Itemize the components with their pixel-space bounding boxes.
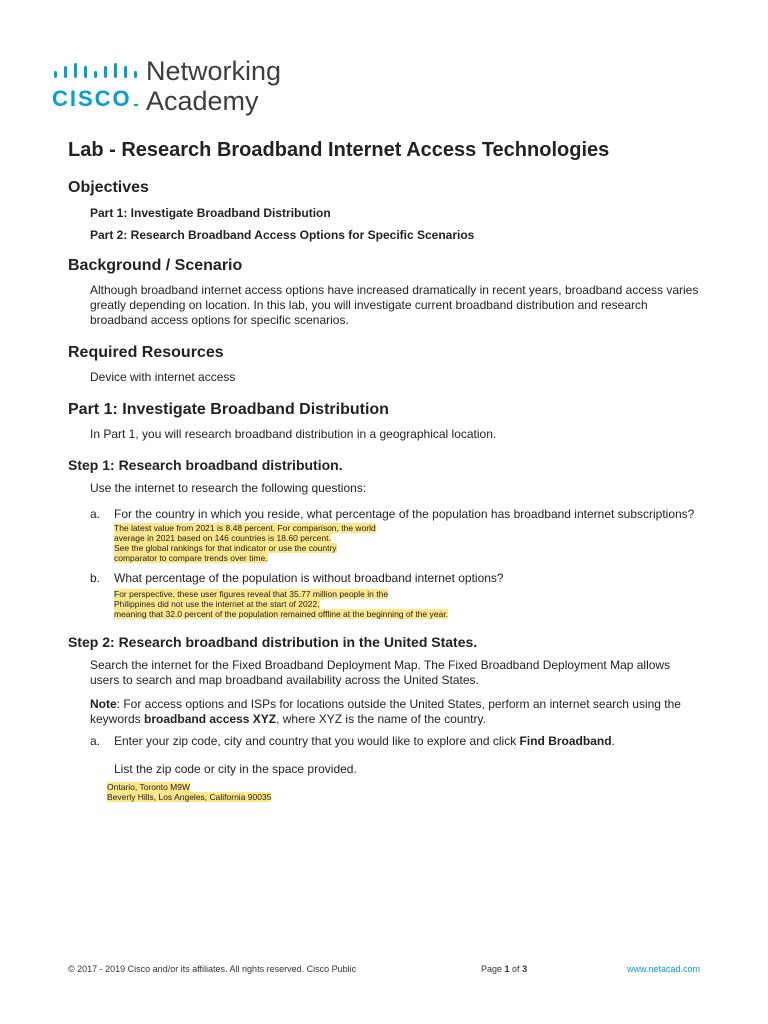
lab-title: Lab - Research Broadband Internet Access Technologies	[68, 139, 610, 161]
cisco-wordmark: CISCO	[52, 86, 138, 112]
answer-a-line: average in 2021 based on 146 countries is 18.60 percent.	[114, 533, 331, 543]
objective-part2: Part 2: Research Broadband Access Options for Specific Scenarios	[90, 228, 475, 242]
step2-answer-line: Beverly Hills, Los Angeles, California 90035	[107, 792, 272, 802]
logo-academy: Academy	[146, 86, 259, 116]
answer-b	[114, 589, 718, 619]
step2-question-a-text: Enter your zip code, city and country that you would like to explore and click Find Broadband.	[114, 734, 615, 748]
note-label: Note	[90, 697, 117, 711]
page-indicator: Page 1 of 3	[481, 964, 528, 974]
question-a	[90, 507, 718, 522]
background-heading: Background / Scenario	[68, 257, 243, 274]
question-b-marker: b.	[90, 571, 101, 585]
resources-heading: Required Resources	[68, 344, 224, 361]
question-a-text: For the country in which you reside, what percentage of the population has broadband internet subscriptions?	[114, 507, 695, 521]
question-b	[90, 571, 718, 586]
logo-networking: Networking	[146, 56, 282, 86]
step1-intro: Use the internet to research the following questions:	[90, 481, 367, 495]
step2-question-a-marker: a.	[90, 734, 101, 748]
answer-a-line: See the global rankings for that indicator or use the country	[114, 543, 337, 553]
step2-answer-line: Ontario, Toronto M9W	[107, 782, 190, 792]
background-text: Although broadband internet access options have increased dramatically in recent years, broadband access varies greatly depending on location. In this lab, you will investigate current broadband distribution and research broadband access options for specific scenarios.	[90, 283, 699, 327]
document-body	[68, 136, 718, 802]
step2-intro: Search the internet for the Fixed Broadband Deployment Map. The Fixed Broadband Deployment Map allows users to search and map broadband availability across the United States.	[90, 658, 671, 687]
page-footer	[68, 964, 700, 978]
step1-heading: Step 1: Research broadband distribution.	[68, 457, 343, 473]
answer-a-line: The latest value from 2021 is 8.48 percent. For comparison, the world	[114, 523, 376, 533]
answer-a-line: comparator to compare trends over time.	[114, 553, 268, 563]
question-b-text: What percentage of the population is without broadband internet options?	[114, 571, 504, 585]
answer-b-line: For perspective, these user figures reveal that 35.77 million people in the	[114, 589, 389, 599]
copyright-text: © 2017 - 2019 Cisco and/or its affiliates. All rights reserved. Cisco Public	[68, 964, 357, 974]
note-text-post: , where XYZ is the name of the country.	[276, 712, 486, 726]
step2-list-instruction: List the zip code or city in the space provided.	[114, 762, 357, 776]
netacad-link[interactable]: www.netacad.com	[626, 964, 700, 974]
resources-text: Device with internet access	[90, 370, 236, 384]
step2-heading: Step 2: Research broadband distribution in the United States.	[68, 634, 478, 650]
question-a-marker: a.	[90, 507, 101, 521]
answer-b-line: meaning that 32.0 percent of the population remained offline at the beginning of the year.	[114, 609, 448, 619]
cisco-bars-icon	[52, 62, 148, 80]
step2-question-a	[90, 734, 718, 749]
answer-b-line: Philippines did not use the internet at the start of 2022,	[114, 599, 320, 609]
networking-academy-logo	[52, 56, 312, 118]
find-broadband-label: Find Broadband	[519, 734, 612, 748]
note-text-pre: : For access options and ISPs for locations outside the United States, perform an internet search using the keywords	[90, 697, 681, 726]
part1-heading: Part 1: Investigate Broadband Distribution	[68, 401, 389, 418]
answer-a	[114, 523, 718, 563]
part1-intro: In Part 1, you will research broadband distribution in a geographical location.	[90, 427, 497, 441]
note-keywords: broadband access XYZ	[144, 712, 277, 726]
page-total: 3	[522, 964, 528, 974]
step2-answer	[107, 782, 718, 802]
objective-part1: Part 1: Investigate Broadband Distribution	[90, 206, 331, 220]
step2-note	[90, 697, 702, 727]
page-number: 1	[504, 964, 510, 974]
objectives-heading: Objectives	[68, 179, 149, 196]
